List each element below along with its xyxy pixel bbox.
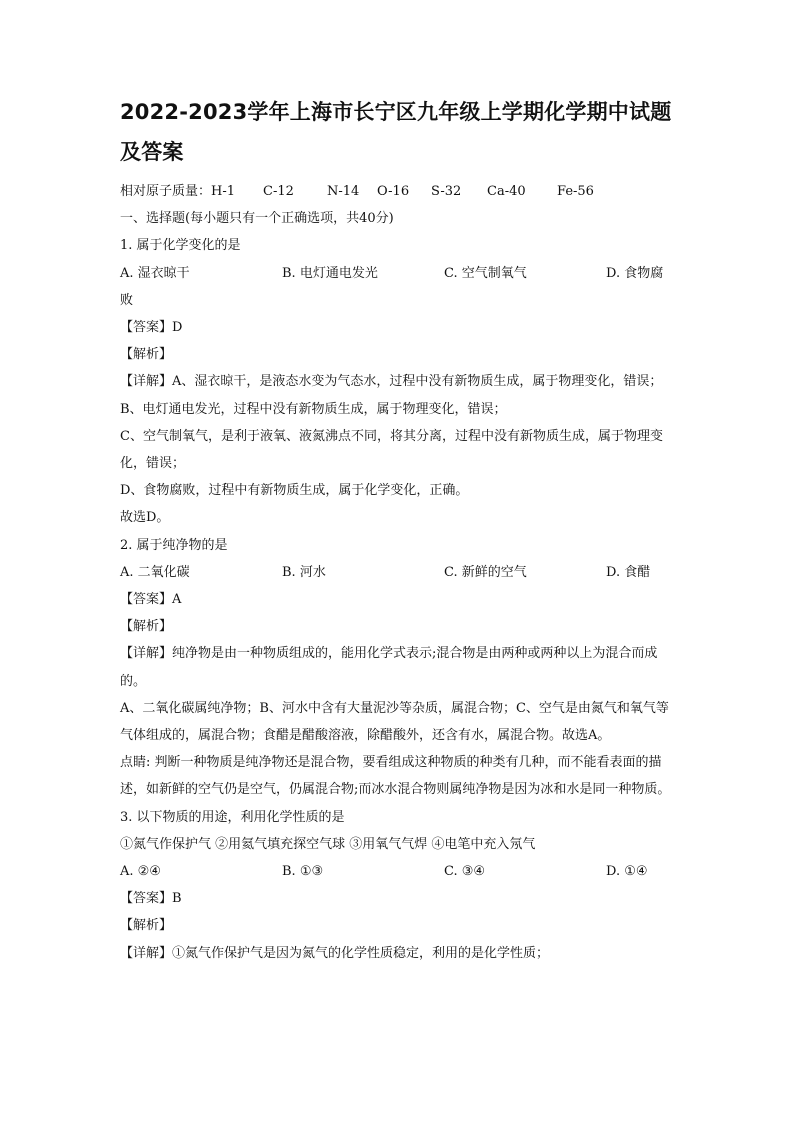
q2-detail-1 (120, 640, 680, 694)
q3-option-c: C. ③④ (444, 864, 486, 880)
q3-detail-1 (120, 940, 680, 967)
q3-answer-line (120, 885, 680, 912)
q1-options (120, 260, 680, 287)
q2-options (120, 559, 680, 586)
detail-label: 【详解】 (120, 646, 173, 662)
atomic-mass-ca: Ca-40 (487, 184, 526, 199)
atomic-mass-s: S-32 (431, 184, 462, 199)
answer-label: 【答案】 (120, 891, 173, 907)
detail-label: 【详解】 (120, 374, 173, 390)
q3-detail-1-text: ①氮气作保护气是因为氮气的化学性质稳定，利用的是化学性质； (172, 945, 550, 961)
q2-analysis-label: 【解析】 (120, 619, 173, 635)
q1-detail-a (120, 368, 680, 395)
q3-option-b: B. ①③ (282, 864, 324, 880)
q1-option-b: B. 电灯通电发光 (282, 265, 378, 281)
q1-analysis-label: 【解析】 (120, 347, 173, 363)
q2-option-d: D. 食醋 (606, 564, 651, 580)
atomic-mass-n: N-14 (327, 184, 360, 199)
answer-label: 【答案】 (120, 592, 173, 608)
q1-detail-c: C、空气制氧气，是利于液氧、液氮沸点不同，将其分离，过程中没有新物质生成，属于物理变化，错误； (120, 428, 663, 472)
q1-option-a: A. 湿衣晾干 (120, 265, 190, 281)
q3-uses: ①氮气作保护气 ②用氦气填充探空气球 ③用氧气气焊 ④电笔中充入氖气 (120, 836, 536, 852)
q3-option-d: D. ①④ (606, 864, 648, 880)
q1-option-c: C. 空气制氧气 (444, 265, 527, 281)
q1-conclusion: 故选D。 (120, 510, 170, 526)
atomic-masses-line (120, 178, 680, 205)
q2-stem: 2. 属于纯净物的是 (120, 537, 228, 553)
atomic-mass-o: O-16 (377, 184, 410, 199)
q3-analysis-label: 【解析】 (120, 918, 173, 934)
page-title: 2022-2023学年上海市长宁区九年级上学期化学期中试题及答案 (120, 100, 672, 164)
q2-detail-2: A、二氧化碳属纯净物；B、河水中含有大量泥沙等杂质，属混合物；C、空气是由氮气和氧气等气体组成的，属混合物；食醋是醋酸溶液，除醋酸外，还含有水，属混合物。故选A。 (120, 700, 669, 744)
q2-answer: A (172, 592, 182, 608)
q2-detail-1-text: 纯净物是由一种物质组成的，能用化学式表示;混合物是由两种或两种以上为混合而成的。 (120, 646, 658, 689)
atomic-mass-h: H-1 (211, 184, 236, 199)
q2-answer-line (120, 586, 680, 613)
atomic-mass-fe: Fe-56 (557, 184, 594, 199)
q2-option-b: B. 河水 (282, 564, 326, 580)
q1-option-d: D. 食物腐 (606, 265, 664, 281)
detail-label: 【详解】 (120, 945, 173, 961)
answer-label: 【答案】 (120, 320, 173, 336)
q2-option-a: A. 二氧化碳 (120, 564, 190, 580)
atomic-mass-c: C-12 (263, 184, 294, 199)
q3-options (120, 858, 680, 885)
q2-option-c: C. 新鲜的空气 (444, 564, 527, 580)
q1-answer: D (172, 320, 183, 336)
atomic-masses-label: 相对原子质量： (120, 184, 212, 199)
q1-option-d-wrap: 败 (120, 292, 134, 308)
q3-stem: 3. 以下物质的用途，利用化学性质的是 (120, 809, 345, 825)
q2-detail-3: 点睛: 判断一种物质是纯净物还是混合物，要看组成这种物质的种类有几种，而不能看表面的描述，如新鲜的空气仍是空气，仍属混合物;而冰水混合物则属纯净物是因为冰和水是同一种物质。 (120, 755, 671, 798)
q1-detail-d: D、食物腐败，过程中有新物质生成，属于化学变化，正确。 (120, 483, 469, 499)
q1-detail-b: B、电灯通电发光，过程中没有新物质生成，属于物理变化，错误； (120, 401, 507, 417)
q1-detail-a-text: A、湿衣晾干，是液态水变为气态水，过程中没有新物质生成，属于物理变化，错误； (172, 374, 663, 390)
q3-option-a: A. ②④ (120, 864, 161, 880)
q1-stem: 1. 属于化学变化的是 (120, 238, 241, 254)
q1-answer-line (120, 314, 680, 341)
document-page (120, 92, 680, 967)
section-heading: 一、选择题(每小题只有一个正确选项，共40分) (120, 211, 394, 227)
q3-answer: B (172, 891, 182, 907)
